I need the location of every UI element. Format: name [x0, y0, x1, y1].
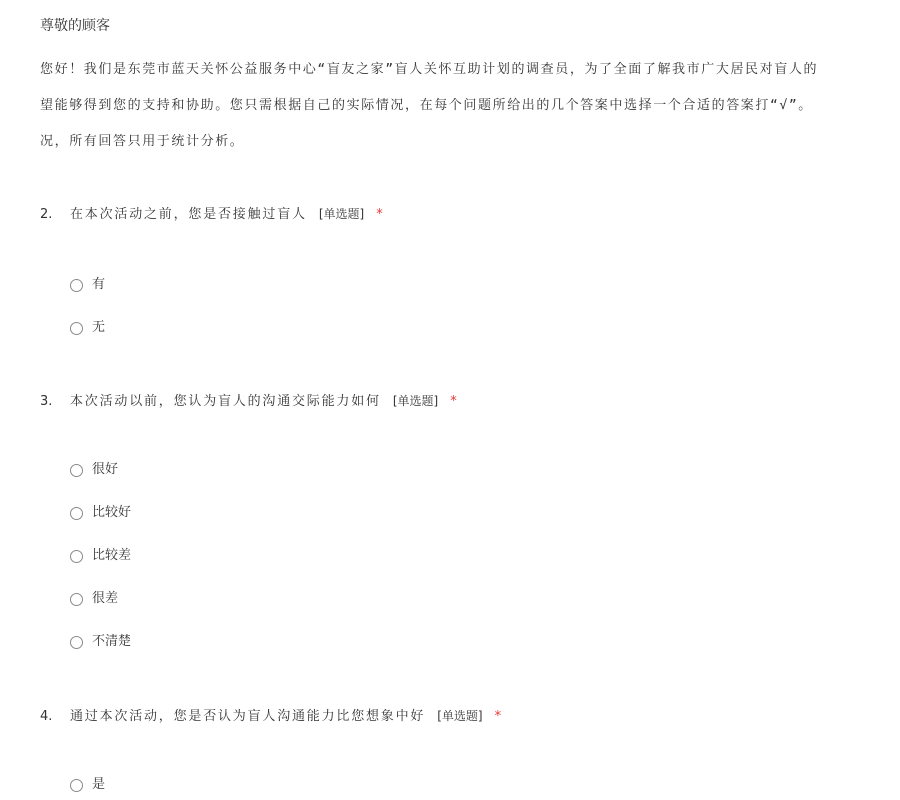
radio-button[interactable] — [70, 507, 83, 520]
question-title — [40, 391, 880, 411]
question-text: 本次活动以前，您认为盲人的沟通交际能力如何 — [70, 394, 381, 409]
option-label: 不清楚 — [92, 634, 132, 649]
question-type-label: [单选题] — [437, 709, 483, 723]
option-very-good[interactable] — [70, 460, 118, 480]
question-title — [40, 204, 880, 224]
question-2 — [40, 204, 880, 224]
question-number: 3. — [40, 394, 53, 409]
option-label: 是 — [92, 777, 106, 792]
option-wu[interactable] — [70, 318, 105, 338]
question-text: 通过本次活动，您是否认为盲人沟通能力比您想象中好 — [70, 709, 426, 724]
option-label: 很差 — [92, 591, 119, 606]
radio-button[interactable] — [70, 464, 83, 477]
intro-paragraph — [40, 52, 900, 160]
option-fairly-good[interactable] — [70, 503, 131, 523]
radio-button[interactable] — [70, 636, 83, 649]
option-label: 有 — [92, 277, 106, 292]
option-unsure[interactable] — [70, 632, 131, 652]
option-label: 比较好 — [92, 505, 132, 520]
required-mark: * — [494, 709, 502, 724]
intro-line: 况，所有回答只用于统计分析。 — [40, 134, 245, 149]
option-label: 无 — [92, 320, 106, 335]
radio-button[interactable] — [70, 779, 83, 792]
option-yes[interactable] — [70, 775, 105, 795]
question-type-label: [单选题] — [318, 207, 365, 221]
question-number: 4. — [40, 709, 53, 724]
option-very-poor[interactable] — [70, 589, 118, 609]
option-fairly-poor[interactable] — [70, 546, 131, 566]
intro-line: 您好！我们是东莞市蓝天关怀公益服务中心“盲友之家”盲人关怀互助计划的调查员，为了全面了解我市广大居民对盲人的 — [40, 62, 819, 77]
option-you[interactable] — [70, 275, 105, 295]
question-number: 2. — [40, 207, 53, 222]
radio-button[interactable] — [70, 279, 83, 292]
radio-button[interactable] — [70, 593, 83, 606]
intro-line: 望能够得到您的支持和协助。您只需根据自己的实际情况，在每个问题所给出的几个答案中选择一个合适的答案打“√”。 — [40, 98, 813, 113]
question-type-label: [单选题] — [392, 394, 439, 408]
radio-button[interactable] — [70, 322, 83, 335]
required-mark: * — [450, 394, 457, 409]
question-title — [40, 706, 880, 726]
option-label: 比较差 — [92, 548, 132, 563]
question-4 — [40, 706, 880, 726]
greeting-heading: 尊敬的顾客 — [40, 18, 110, 34]
required-mark: * — [376, 207, 383, 222]
radio-button[interactable] — [70, 550, 83, 563]
option-label: 很好 — [92, 462, 119, 477]
question-text: 在本次活动之前，您是否接触过盲人 — [70, 207, 307, 222]
question-3 — [40, 391, 880, 411]
